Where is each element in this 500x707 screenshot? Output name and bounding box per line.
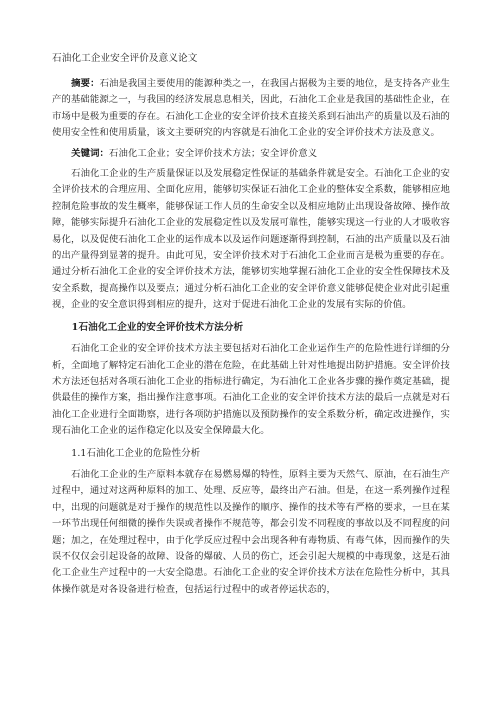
abstract-label: 摘要： bbox=[71, 78, 100, 89]
keywords-label: 关键词： bbox=[71, 147, 110, 159]
subsection-heading-1-1: 1.1石油化工企业的危险性分析 bbox=[71, 447, 201, 459]
section-1-paragraph: 石油化工企业的安全评价技术方法主要包括对石油化工企业运作生产的危险性进行详细的分析，全面地了解特定石油化工企业的潜在危险，在此基础上针对性地提出防护措施。安全评价技术方法还包括对各项石油化工企业的指标进行确定，为石油化工企业各步骤的操作奠定基础，提供最佳的操作方案，指出操作注意事项。石油化工企业的安全评价技术方法的最后一点就是对石油化工企业进行全面勘察，进行各项防护措施以及预防操作的安全系数分析，确定改进操作，实现石油化工企业的运作稳定化以及安全保障最大化。 bbox=[52, 343, 450, 437]
keywords bbox=[52, 146, 450, 162]
intro-paragraph: 石油化工企业的生产质量保证以及发展稳定性保证的基础条件就是安全。石油化工企业的安全评价技术的合理应用、全面化应用，能够切实保证石油化工企业的整体安全系数，能够相应地控制危险事故的发生概率，能够保证工作人员的生命安全以及相应地防止出现设备故障、操作故障，能够实际提升石油化工企业的发展稳定性以及发展可靠性，能够实现这一行业的人才吸收容易化，以及促使石油化工企业的运作成本以及运作问题逐渐得到控制，石油的出产质量以及石油的出产量得到显著的提升。由此可见，安全评价技术对于石油化工企业而言是极为重要的存在。通过分析石油化工企业的安全评价技术方法，能够切实地掌握石油化工企业的安全性保障技术及安全系数，提高操作以及要点；通过分析石油化工企业的安全评价意义能够促使企业对此引起重视，企业的安全意识得到相应的提升，这对于促进石油化工企业的发展有实际的价值。 bbox=[52, 168, 450, 311]
subsection-1-1-paragraph: 石油化工企业的生产原料本就存在易燃易爆的特性，原料主要为天然气、原油，在石油生产过程中，通过对这两种原料的加工、处理、反应等，最终出产石油。但是，在这一系列操作过程中，出现的问题就是对于操作的规范性以及操作的顺序、操作的技术等有严格的要求，一旦在某一环节出现任何细微的操作失误或者操作不规范等，都会引发不同程度的事故以及不同程度的问题；加之，在处理过程中，由于化学反应过程中会出现各种有毒物质、有毒气体，因而操作的失误不仅仅会引起设备的故障、设备的爆破、人员的伤亡，还会引起大规模的中毒现象，这是石油化工企业生产过程中的一大安全隐患。石油化工企业的安全评价技术方法在危险性分析中，其具体操作就是对各设备进行检查，包括运行过程中的或者停运状态的， bbox=[52, 468, 450, 595]
keywords-text: 石油化工企业；安全评价技术方法；安全评价意义 bbox=[109, 147, 318, 159]
abstract bbox=[52, 76, 450, 142]
section-heading-1: 1石油化工企业的安全评价技术方法分析 bbox=[71, 321, 244, 333]
document-title: 石油化工企业安全评价及意义论文 bbox=[52, 53, 198, 64]
abstract-text: 石油是我国主要使用的能源种类之一，在我国占据极为主要的地位，是支持各产业生产的基础能源之一，与我国的经济发展息息相关，因此，石油化工企业是我国的基础性企业，在市场中是极为重要的存在。石油化工企业的安全评价技术直接关系到石油出产的质量以及石油的使用安全性和使用质量，该文主要研究的内容就是石油化工企业的安全评价技术方法及意义。 bbox=[52, 78, 450, 139]
